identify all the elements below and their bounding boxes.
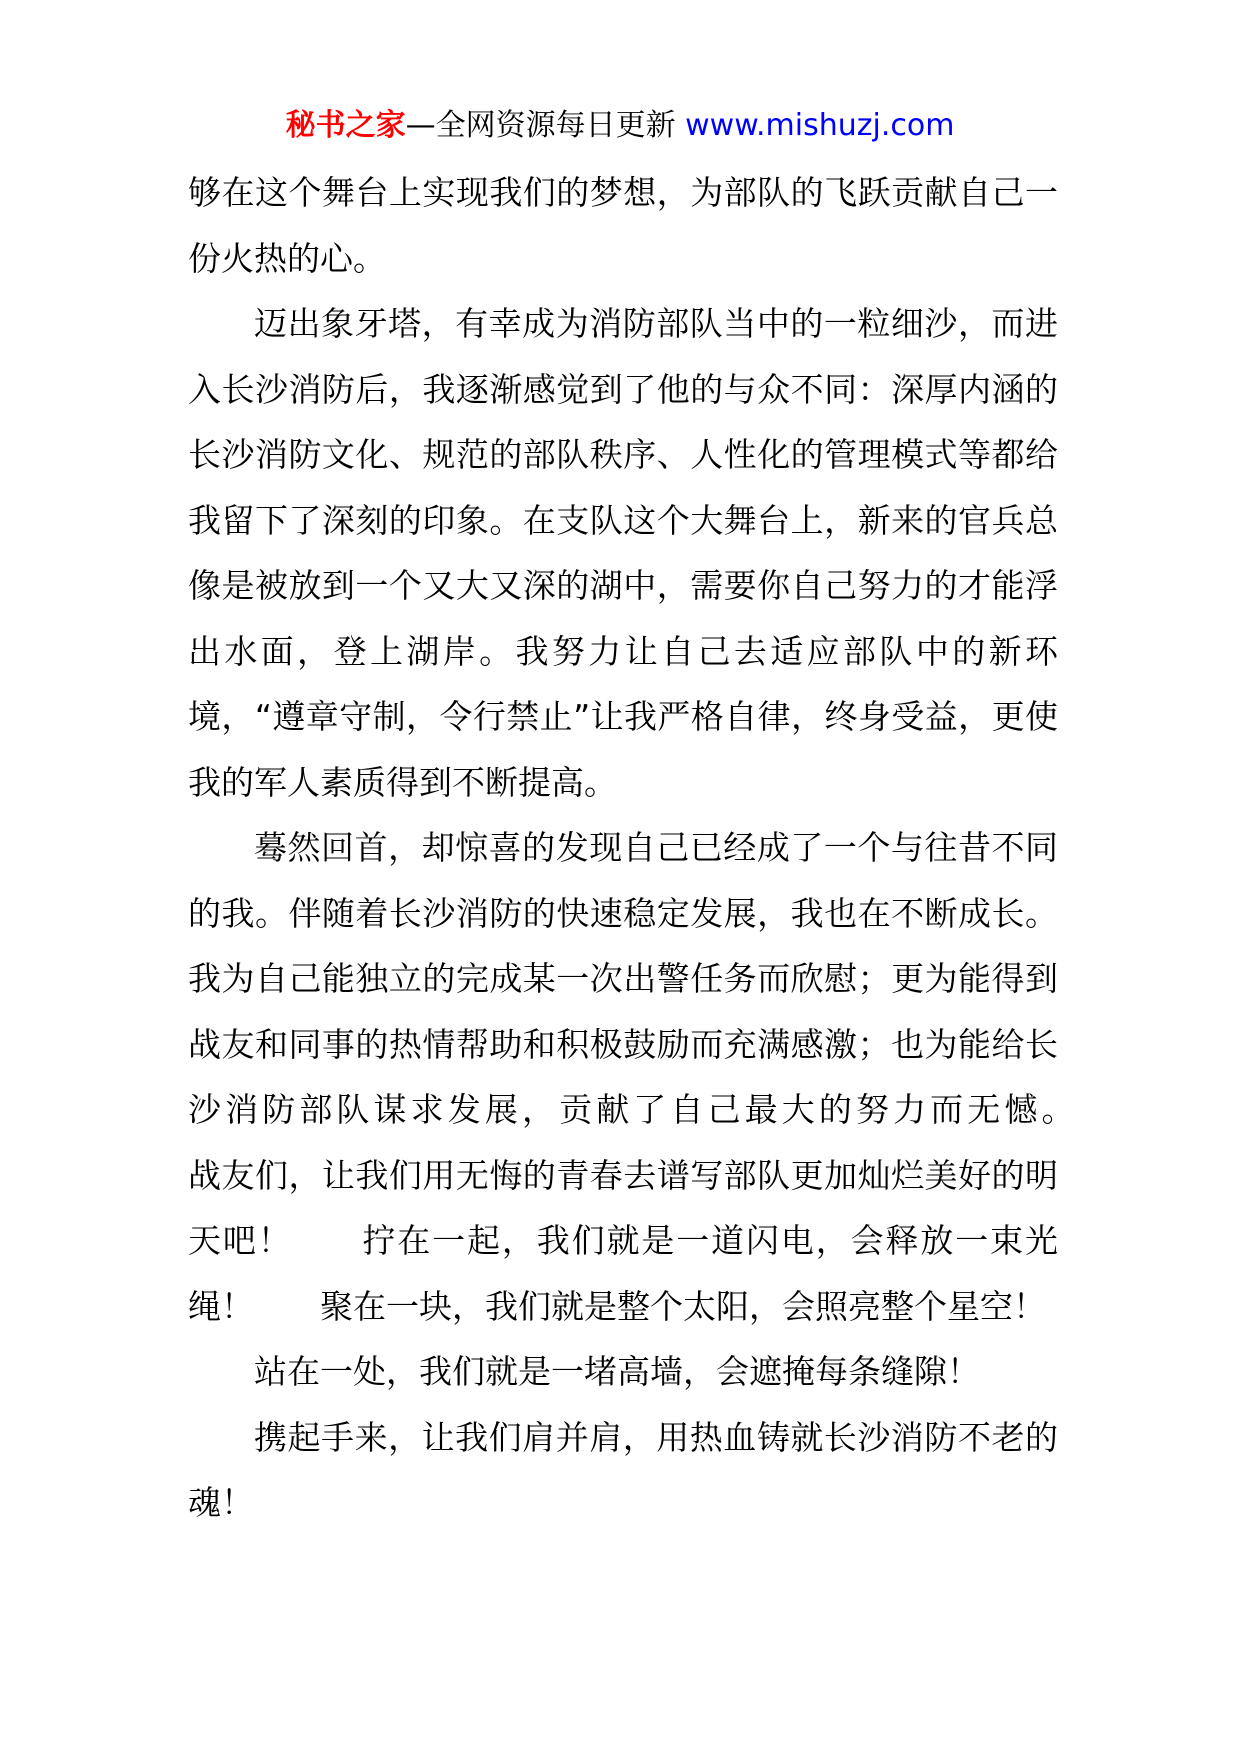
paragraph-2: 迈出象牙塔，有幸成为消防部队当中的一粒细沙，而进入长沙消防后，我逐渐感觉到了他的与众不同：深厚内涵的长沙消防文化、规范的部队秩序、人性化的管理模式等都给我留下了深刻的印象。在支队这个大舞台上，新来的官兵总像是被放到一个又大又深的湖中，需要你自己努力的才能浮出水面，登上湖岸。我努力让自己去适应部队中的新环境，“遵章守制，令行禁止”让我严格自律，终身受益，更使我的军人素质得到不断提高。	[188, 304, 1058, 802]
header-slogan: —全网资源每日更新	[405, 108, 676, 143]
paragraph-4: 站在一处，我们就是一堵高墙，会遮掩每条缝隙！	[254, 1352, 980, 1391]
website-link[interactable]: www.mishuzj.com	[685, 108, 955, 143]
paragraph-3: 蓦然回首，却惊喜的发现自己已经成了一个与往昔不同的我。伴随着长沙消防的快速稳定发展，我也在不断成长。我为自己能独立的完成某一次出警任务而欣慰；更为能得到战友和同事的热情帮助和积极鼓励而充满感激；也为能给长沙消防部队谋求发展，贡献了自己最大的努力而无憾。 战友们，让我们用无悔的青春去谱写部队更加灿烂美好的明天吧！ 拧在一起，我们就是一道闪电，会释放一束光绳！ 聚在一块，我们就是整个太阳，会照亮整个星空！	[188, 828, 1124, 1326]
paragraph-1: 够在这个舞台上实现我们的梦想，为部队的飞跃贡献自己一份火热的心。	[188, 173, 1058, 278]
paragraph-5: 携起手来，让我们肩并肩，用热血铸就长沙消防不老的魂！	[188, 1417, 1058, 1522]
page-header	[0, 104, 1240, 148]
brand-name: 秘书之家	[285, 108, 406, 143]
document-body	[188, 160, 1124, 1536]
